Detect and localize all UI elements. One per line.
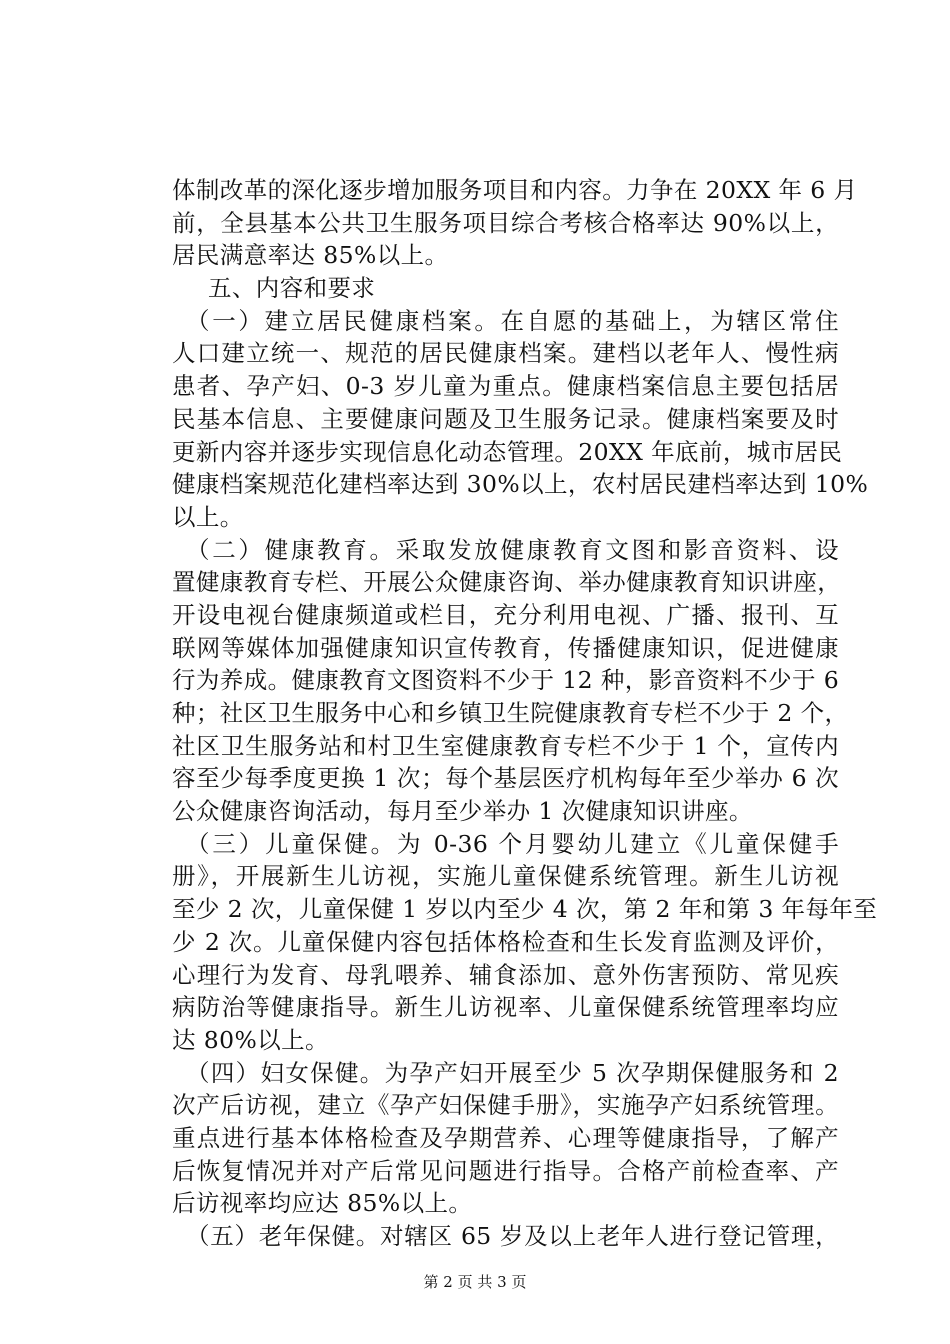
text-line: 前，全县基本公共卫生服务项目综合考核合格率达 90%以上， bbox=[172, 208, 839, 237]
text-line: 达 80%以上。 bbox=[172, 1025, 329, 1054]
text-line: 置健康教育专栏、开展公众健康咨询、举办健康教育知识讲座， bbox=[172, 568, 842, 597]
text-line: 种；社区卫生服务中心和乡镇卫生院健康教育专栏不少于 2 个， bbox=[172, 699, 849, 727]
text-line: （二）健康教育。采取发放健康教育文图和影音资料、设 bbox=[186, 535, 839, 564]
text-line: 公众健康咨询活动，每月至少举办 1 次健康知识讲座。 bbox=[172, 797, 753, 826]
text-line: 居民满意率达 85%以上。 bbox=[172, 241, 449, 270]
text-line: 容至少每季度更换 1 次；每个基层医疗机构每年至少举办 6 次 bbox=[172, 764, 839, 793]
text-line: 至少 2 次，儿童保健 1 岁以内至少 4 次，第 2 年和第 3 年每年至 bbox=[172, 895, 878, 924]
document-body bbox=[172, 174, 878, 1253]
text-line: 联网等媒体加强健康知识宣传教育，传播健康知识，促进健康 bbox=[172, 633, 839, 662]
text-line: （一）建立居民健康档案。在自愿的基础上，为辖区常住 bbox=[186, 306, 839, 335]
text-line: （四）妇女保健。为孕产妇开展至少 5 次孕期保健服务和 2 bbox=[186, 1058, 839, 1087]
text-line: 人口建立统一、规范的居民健康档案。建档以老年人、慢性病 bbox=[172, 339, 839, 368]
text-line: 患者、孕产妇、0-3 岁儿童为重点。健康档案信息主要包括居 bbox=[172, 372, 839, 401]
text-line: 册》，开展新生儿访视，实施儿童保健系统管理。新生儿访视 bbox=[172, 862, 839, 891]
text-line: 开设电视台健康频道或栏目，充分利用电视、广播、报刊、互 bbox=[172, 600, 839, 629]
text-line: 社区卫生服务站和村卫生室健康教育专栏不少于 1 个，宣传内 bbox=[172, 731, 839, 760]
text-line: 病防治等健康指导。新生儿访视率、儿童保健系统管理率均应 bbox=[172, 993, 839, 1022]
text-line: 后访视率均应达 85%以上。 bbox=[172, 1189, 473, 1218]
text-line: 体制改革的深化逐步增加服务项目和内容。力争在 20XX 年 6 月 bbox=[172, 176, 858, 204]
text-line: 次产后访视，建立《孕产妇保健手册》，实施孕产妇系统管理。 bbox=[172, 1091, 839, 1120]
text-line: 五、内容和要求 bbox=[208, 274, 376, 303]
text-line: 健康档案规范化建档率达到 30%以上，农村居民建档率达到 10% bbox=[172, 470, 869, 499]
text-line: 重点进行基本体格检查及孕期营养、心理等健康指导，了解产 bbox=[172, 1123, 839, 1152]
text-line: 以上。 bbox=[172, 502, 244, 531]
page-footer: 第 2 页 共 3 页 bbox=[423, 1273, 527, 1291]
text-line: （五）老年保健。对辖区 65 岁及以上老年人进行登记管理， bbox=[186, 1222, 839, 1250]
text-line: 行为养成。健康教育文图资料不少于 12 种，影音资料不少于 6 bbox=[172, 666, 840, 695]
text-line: 更新内容并逐步实现信息化动态管理。20XX 年底前，城市居民 bbox=[172, 437, 843, 466]
text-line: 心理行为发育、母乳喂养、辅食添加、意外伤害预防、常见疾 bbox=[172, 960, 839, 989]
text-line: 少 2 次。儿童保健内容包括体格检查和生长发育监测及评价， bbox=[172, 927, 839, 956]
text-line: 后恢复情况并对产后常见问题进行指导。合格产前检查率、产 bbox=[172, 1156, 839, 1185]
text-line: 民基本信息、主要健康问题及卫生服务记录。健康档案要及时 bbox=[172, 404, 839, 433]
text-line: （三）儿童保健。为 0-36 个月婴幼儿建立《儿童保健手 bbox=[186, 829, 839, 858]
